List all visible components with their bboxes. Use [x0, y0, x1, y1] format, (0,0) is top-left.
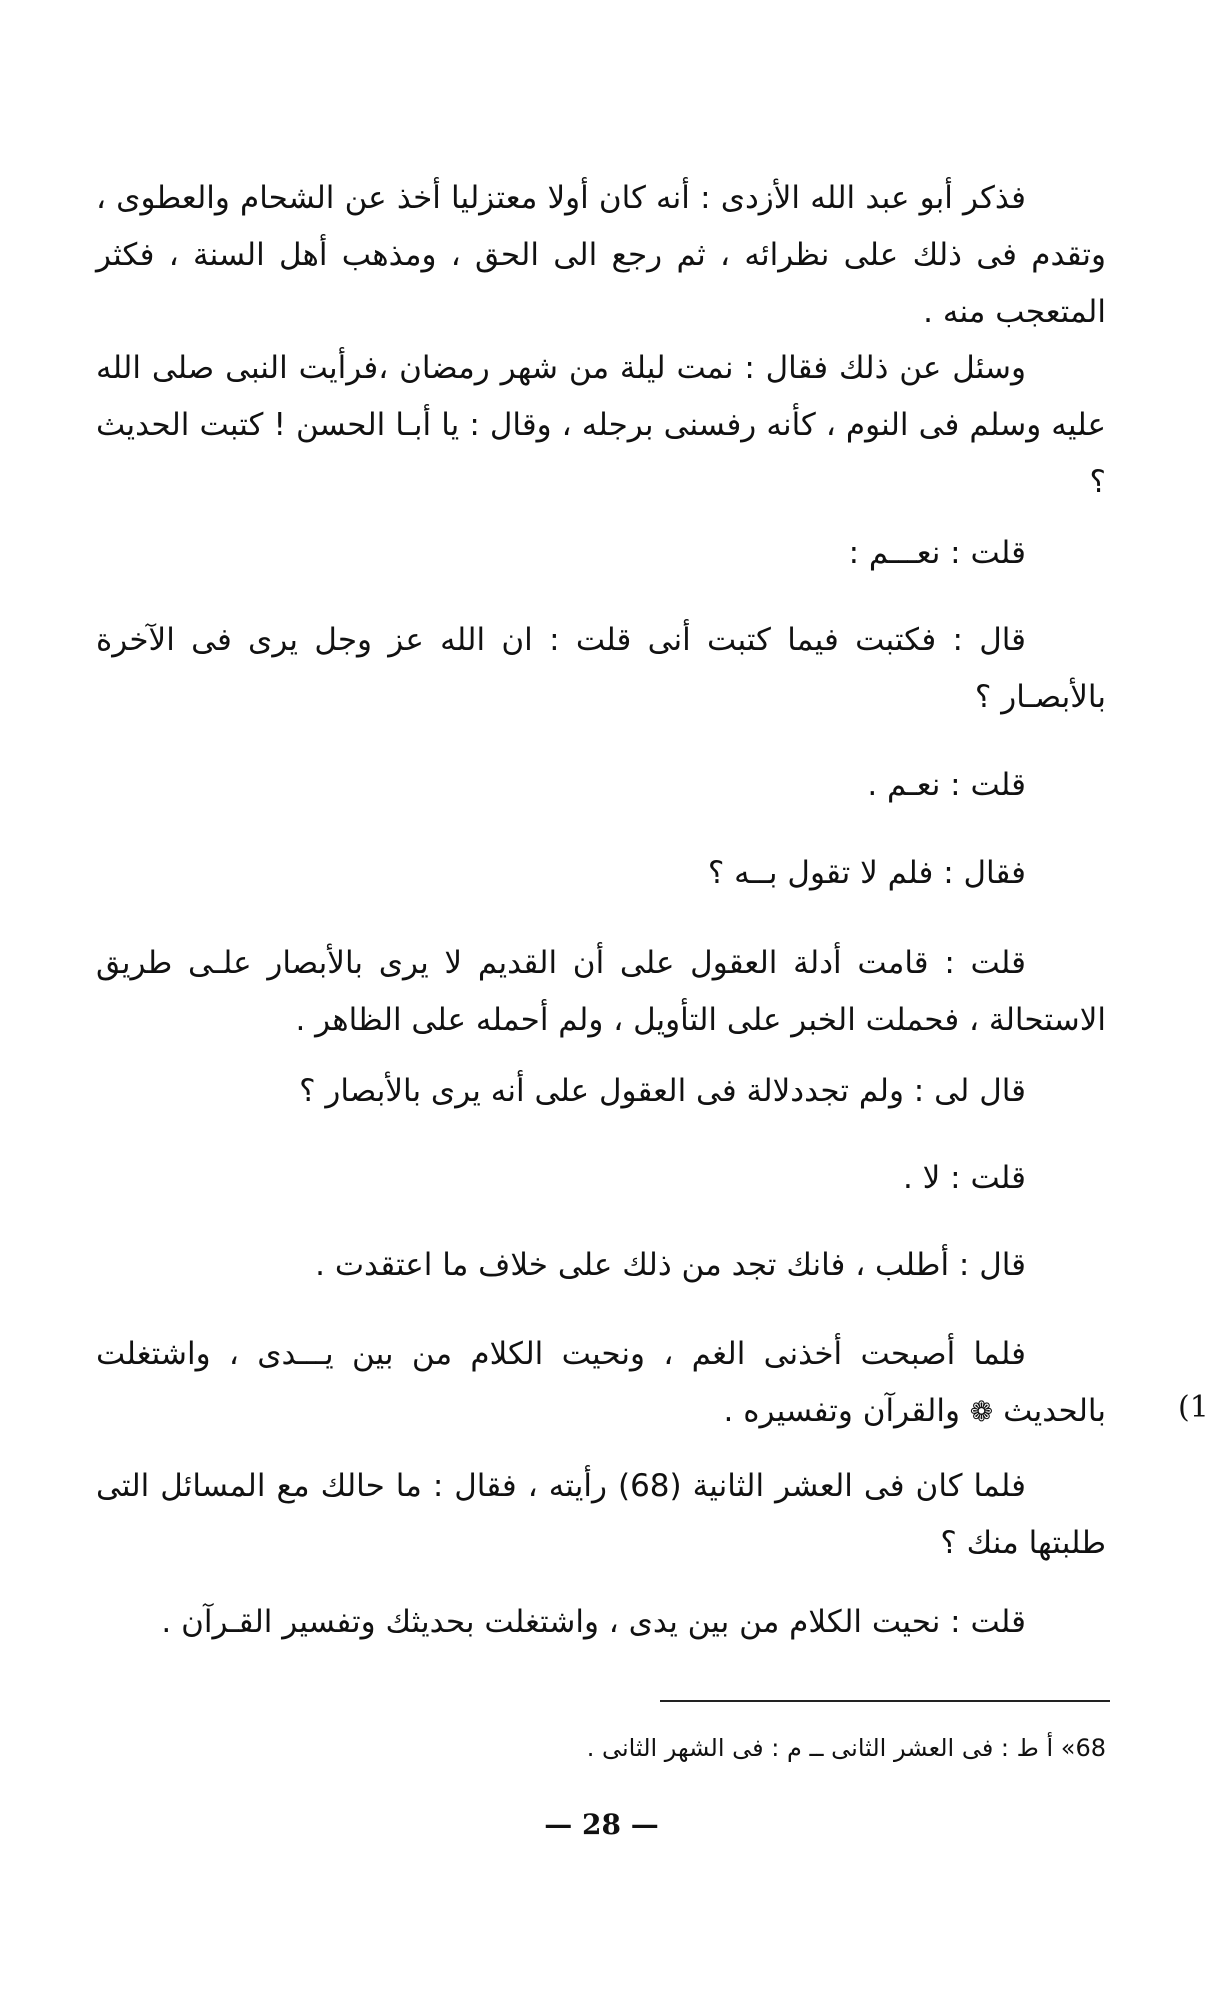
footnote-separator	[660, 1700, 1110, 1702]
paragraph-9: قلت : لا .	[902, 1160, 1026, 1196]
ornament-star-icon: ❁	[969, 1395, 994, 1428]
paragraph-10: قال : أطلب ، فانك تجد من ذلك على خلاف ما اعتقدت .	[315, 1247, 1026, 1283]
paragraph-13: قلت : نحيت الكلام من بين يدى ، واشتغلت بحديثك وتفسير القـرآن .	[161, 1604, 1026, 1640]
page-number: — 28 —	[544, 1808, 659, 1841]
paragraph-3: قلت : نعـــم :	[848, 535, 1026, 571]
paragraph-7: قلت : قامت أدلة العقول على أن القديم لا يرى بالأبصار علـى طريق الاستحالة ، فحملت الخبر على التأويل ، ولم أحمله على الظاهر .	[96, 945, 1106, 1038]
paragraph-5: قلت : نعـم .	[867, 767, 1026, 803]
paragraph-12: فلما كان فى العشر الثانية (68) رأيته ، فقال : ما حالك مع المسائل التى طلبتها منك ؟	[96, 1468, 1106, 1561]
paragraph-11-tail: والقرآن وتفسيره .	[723, 1393, 960, 1429]
paragraph-2: وسئل عن ذلك فقال : نمت ليلة من شهر رمضان ،فرأيت النبى صلى الله عليه وسلم فى النوم ، كأنه رفسنى برجله ، وقال : يا أبـا الحسن ! كتبت الحديث ؟	[96, 350, 1106, 500]
margin-mark: (1	[1178, 1390, 1209, 1425]
paragraph-11-text: فلما أصبحت أخذنى الغم ، ونحيت الكلام من بين يـــدى ، واشتغلت بالحديث	[96, 1336, 1106, 1429]
paragraph-8: قال لى : ولم تجددلالة فى العقول على أنه يرى بالأبصار ؟	[299, 1073, 1026, 1109]
paragraph-11	[96, 1326, 1106, 1440]
paragraph-4: قال : فكتبت فيما كتبت أنى قلت : ان الله عز وجل يرى فى الآخرة بالأبصـار ؟	[96, 622, 1106, 715]
paragraph-1: فذكر أبو عبد الله الأزدى : أنه كان أولا معتزليا أخذ عن الشحام والعطوى ، وتقدم فى ذلك على نظرائه ، ثم رجع الى الحق ، ومذهب أهل السنة ، فكثر المتعجب منه .	[96, 180, 1106, 330]
paragraph-6: فقال : فلم لا تقول بــه ؟	[707, 855, 1026, 891]
footnote: 68» أ ط : فى العشر الثانى ــ م : فى الشهر الثانى .	[586, 1734, 1106, 1762]
